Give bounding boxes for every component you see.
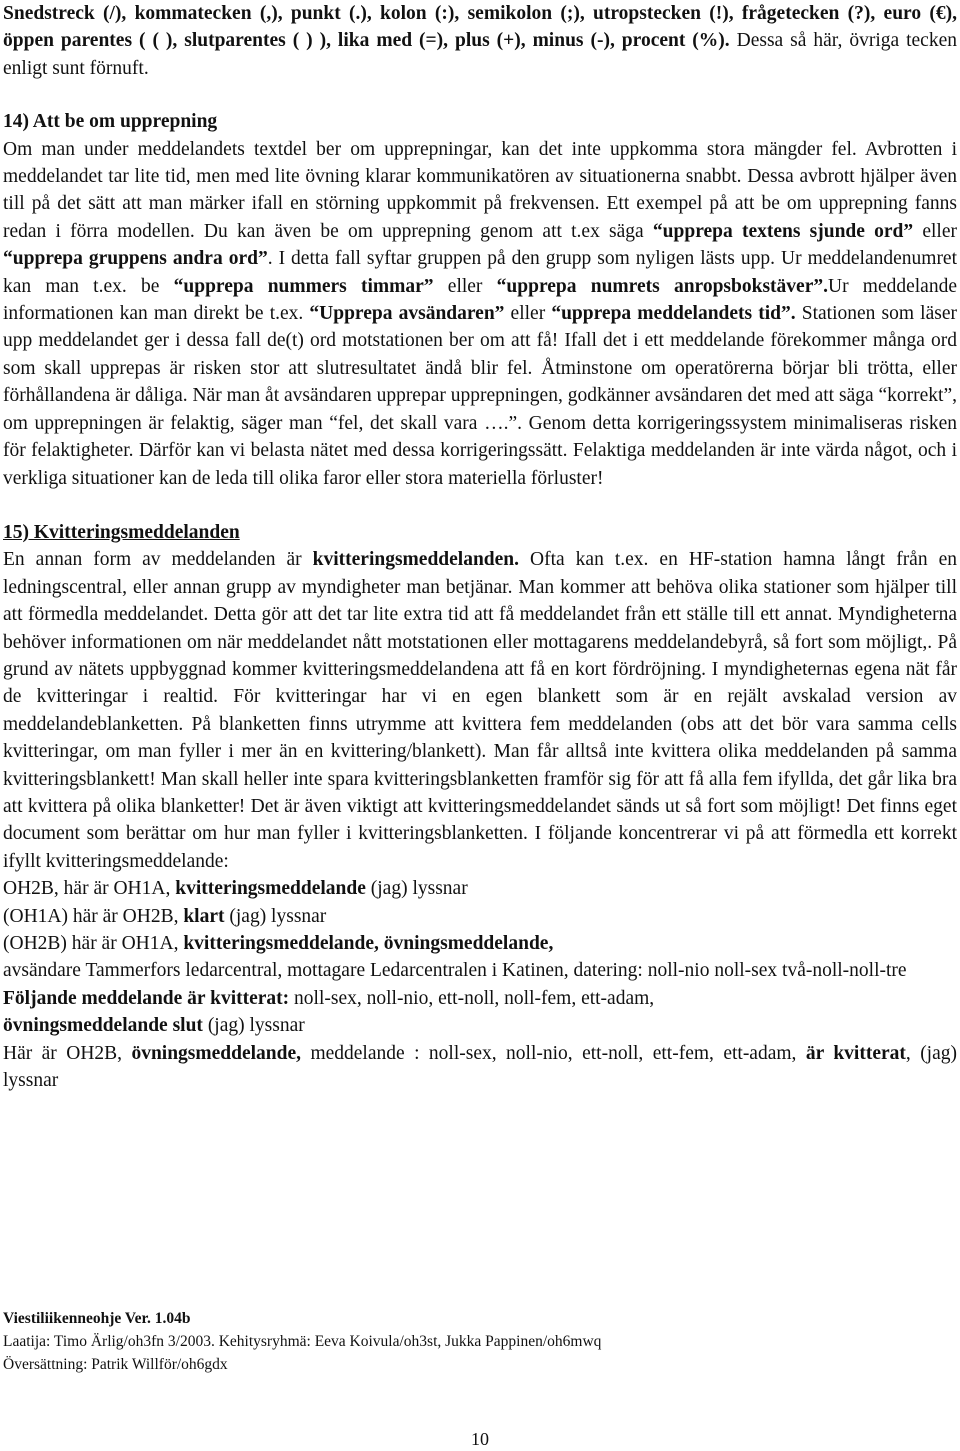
example-line-1: OH2B, här är OH1A, kvitteringsmeddelande (jag) lyssnar [3,878,468,900]
punctuation-note: Dessa så här, övriga tecken enligt sunt förnuft. [3,30,957,79]
section-15-heading: 15) Kvitteringsmeddelanden [3,521,240,543]
footer-authors: Laatija: Timo Ärlig/oh3fn 3/2003. Kehitysryhmä: Eeva Koivula/oh3st, Jukka Pappinen/oh6mwq [3,1333,602,1350]
page-number: 10 [471,1429,489,1449]
document-footer [3,1307,957,1376]
footer-version: Viestiliikenneohje Ver. 1.04b [3,1310,191,1327]
footer-translation: Översättning: Patrik Willför/oh6gdx [3,1356,228,1373]
example-line-2: (OH1A) här är OH2B, klart (jag) lyssnar [3,905,327,927]
example-line-5: Följande meddelande är kvitterat: noll-sex, noll-nio, ett-noll, noll-fem, ett-adam, [3,987,655,1009]
document-page [3,0,957,1451]
punctuation-list: Snedstreck (/), kommatecken (,), punkt (.), kolon (:), semikolon (;), utropstecken (!), frågetecken (?), euro (€), öppen parentes ( ( ), slutparentes ( ) ), lika med (=), plus (+), minus (-), procent (%). [3,3,957,52]
section-15-body: En annan form av meddelanden är kvitteringsmeddelanden. Ofta kan t.ex. en HF-station hamna långt från en ledningscentral, eller annan grupp av myndigheter man betjänar. Man kommer att behöva olika stationer som hjälper till att förmedla meddelandet. Detta gör att det tar lite extra tid att få meddelandet från ett ställe till ett annat. Myndigheterna behöver informationen om när meddelandet nått motstationen eller mottagarens meddelandebyrå, så fort som möjligt,. På grund av nätets uppbyggnad kommer kvitteringsmeddelandena att få en kort fördröjning. I myndigheternas egena nät får de kvitteringar i realtid. För kvitteringar har vi en egen blankett som är en rejält avskalad version av meddelandeblanketten. På blanketten finns utrymme att kvittera fem meddelanden (obs att det bör vara samma cells kvitteringar, om man fyller i mer än en kvittering/blankett). Man får alltså inte kvittera olika meddelanden på samma kvitteringsblankett! Man skall heller inte spara kvitteringsblanketten framför sig för att få alla fem ifyllda, det går lika bra att kvittera på olika blanketter! Det är även viktigt att kvitteringsmeddelandet sänds ut så fort som möjligt! Det finns eget document som berättar om hur man fyller i kvitteringsblanketten. I följande koncentrerar vi på att förmedla ett korrekt ifyllt kvitteringsmeddelande: [3,549,957,872]
section-14-heading: 14) Att be om upprepning [3,111,218,133]
example-line-4: avsändare Tammerfors ledarcentral, mottagare Ledarcentralen i Katinen, datering: noll-nio noll-sex två-noll-noll-tre [3,960,907,982]
example-line-3: (OH2B) här är OH1A, kvitteringsmeddelande, övningsmeddelande, [3,933,554,954]
example-line-7: Här är OH2B, övningsmeddelande, meddelande : noll-sex, noll-nio, ett-noll, ett-fem, ett-adam, är kvitterat, (jag) lyssnar [3,1042,958,1092]
punctuation-paragraph [3,0,957,82]
example-line-6: övningsmeddelande slut (jag) lyssnar [3,1015,305,1037]
section-14-body: Om man under meddelandets textdel ber om upprepningar, kan det inte uppkomma stora mängder fel. Avbrotten i meddelandet tar lite tid, men med lite övning klarar kommunikatören av situationerna snabbt. Dessa avbrott hjälper även till på det sätt att man märker ifall en störning uppkommit på frekvensen. Ett exempel på att be om upprepning fanns redan i förra modellen. Du kan även be om upprepning genom att t.ex säga “upprepa textens sjunde ord” eller “upprepa gruppens andra ord”. I detta fall syftar gruppen på den grupp som nyligen lästs upp. Ur meddelandenumret kan man t.ex. be “upprepa nummers timmar” eller “upprepa numrets anropsbokstäver”.Ur meddelande informationen kan man direkt be t.ex. “Upprepa avsändaren” eller “upprepa meddelandets tid”. Stationen som läser upp meddelandet ger i dessa fall de(t) ord motstationen ber om att få! Ifall det i ett meddelande förekommer många ord som skall upprepas är risken stor att slutresultatet ändå blir fel. Åtminstone om operatörerna börjar bli trötta, eller förhållandena är dåliga. När man åt avsändaren upprepar upprepningen, godkänner avsändaren det med att säga “korrekt”, om upprepningen är felaktig, säger man “fel, det skall vara ….”. Genom detta korrigeringssystem minimaliseras risken för felaktigheter. Därför kan vi belasta nätet med dessa korrigeringssätt. Felaktiga meddelanden är inte värda något, och i verkliga situationer kan de leda till olika faror eller stora materiella förluster! [3,138,958,489]
